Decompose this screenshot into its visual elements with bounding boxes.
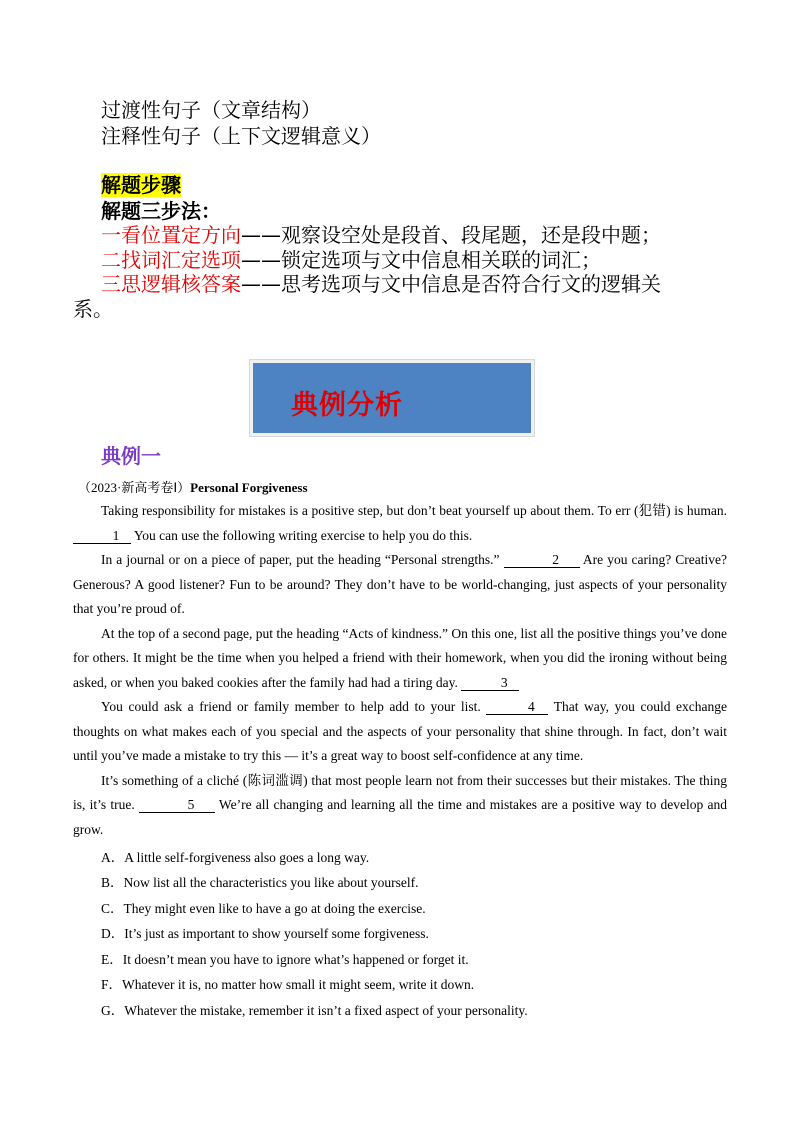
option-g: G．Whatever the mistake, remember it isn’t a fixed aspect of your personality. bbox=[101, 1003, 528, 1018]
passage-title: Personal Forgiveness bbox=[190, 480, 308, 495]
paragraph-1 bbox=[73, 499, 727, 548]
step-3-key: 三思逻辑核答案 bbox=[101, 272, 241, 296]
paragraph-4 bbox=[73, 695, 727, 769]
paragraph-2-text-b: Are you caring? Creative? Generous? A good listener? Fun to be around? They don’t have to be world-changing, just aspects of your personality that you’re proud of. bbox=[73, 552, 727, 616]
option-e: E．It doesn’t mean you have to ignore what’s happened or forget it. bbox=[101, 952, 469, 967]
blank-3: 3 bbox=[461, 675, 519, 691]
paragraph-3 bbox=[73, 622, 727, 696]
example-heading: 典例一 bbox=[101, 444, 161, 468]
step-2-desc: ——锁定选项与文中信息相关联的词汇； bbox=[241, 248, 601, 272]
step-1 bbox=[101, 222, 661, 248]
steps-heading-text: 解题步骤 bbox=[101, 173, 181, 197]
option-d: D．It’s just as important to show yourself some forgiveness. bbox=[101, 926, 429, 941]
paragraph-2 bbox=[73, 548, 727, 622]
step-2-key: 二找词汇定选项 bbox=[101, 248, 241, 272]
step-2 bbox=[101, 247, 601, 273]
step-1-key: 一看位置定方向 bbox=[101, 223, 241, 247]
paragraph-5-text-a: It’s something of a cliché (陈词滥调) that most people learn not from their successes but their mistakes. The thing is, it’s true. bbox=[73, 772, 727, 812]
paragraph-1-text-b: You can use the following writing exercise to help you do this. bbox=[133, 527, 473, 543]
blank-1: 1 bbox=[73, 528, 131, 544]
option-c: C．They might even like to have a go at doing the exercise. bbox=[101, 901, 426, 916]
step-3-wrap: 系。 bbox=[73, 297, 113, 321]
passage bbox=[73, 499, 727, 842]
paragraph-5-text-b: We’re all changing and learning all the time and mistakes are a positive way to develop and grow. bbox=[73, 797, 727, 837]
paragraph-1-text-a: Taking responsibility for mistakes is a positive step, but don’t beat yourself up about them. To err (犯错) is human. bbox=[101, 503, 727, 518]
steps-heading bbox=[101, 172, 181, 198]
steps-subheading: 解题三步法： bbox=[101, 199, 221, 223]
paragraph-5 bbox=[73, 769, 727, 843]
paragraph-4-text-b: That way, you could exchange thoughts on what makes each of you special and the aspects of your personality that shine through. In fact, don’t wait until you’ve made a mistake to try this — it’s a great way to boost self-confidence at any time. bbox=[73, 699, 727, 763]
paragraph-4-text-a: You could ask a friend or family member to help add to your list. bbox=[101, 699, 481, 714]
step-3-desc: ——思考选项与文中信息是否符合行文的逻辑关 bbox=[241, 272, 661, 296]
passage-source bbox=[78, 477, 308, 496]
step-3 bbox=[101, 271, 661, 297]
section-banner bbox=[250, 360, 534, 436]
intro-line-2: 注释性句子（上下文逻辑意义） bbox=[101, 124, 381, 148]
intro-line-1: 过渡性句子（文章结构） bbox=[101, 98, 321, 122]
option-b: B．Now list all the characteristics you like about yourself. bbox=[101, 875, 419, 890]
blank-4: 4 bbox=[486, 699, 548, 715]
blank-2: 2 bbox=[504, 552, 580, 568]
option-a: A．A little self-forgiveness also goes a long way. bbox=[101, 850, 370, 865]
paragraph-2-text-a: In a journal or on a piece of paper, put the heading “Personal strengths.” bbox=[101, 552, 500, 567]
source-prefix: （2023·新高考卷Ⅰ） bbox=[78, 480, 191, 495]
banner-title: 典例分析 bbox=[291, 390, 403, 421]
blank-5: 5 bbox=[139, 797, 215, 813]
paragraph-3-text-a: At the top of a second page, put the heading “Acts of kindness.” On this one, list all the positive things you’ve done for others. It might be the time when you helped a friend with their homework, when you did the ironing without being asked, or when you baked cookies after the family had had a tiring day. bbox=[73, 625, 727, 690]
option-f: F．Whatever it is, no matter how small it might seem, write it down. bbox=[101, 977, 475, 992]
step-1-desc: ——观察设空处是段首、段尾题，还是段中题； bbox=[241, 223, 661, 247]
